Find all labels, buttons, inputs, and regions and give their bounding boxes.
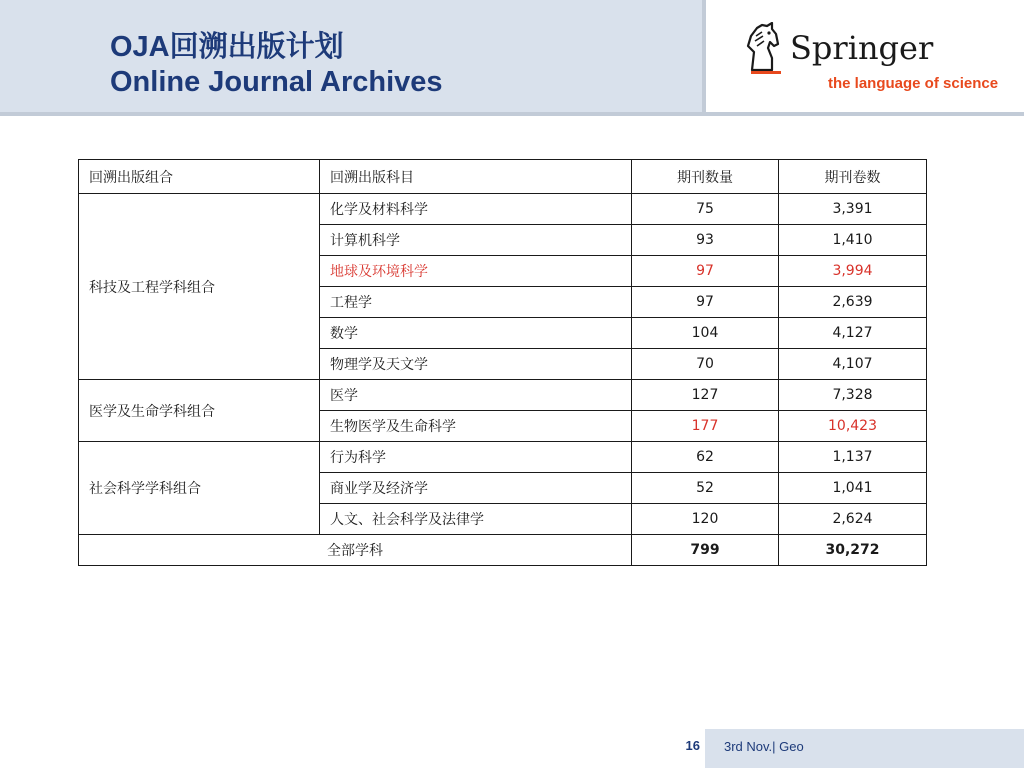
subject-cell: 物理学及天文学 [320,349,632,380]
subject-cell: 工程学 [320,287,632,318]
table-row [79,380,927,411]
group-cell-social-science: 社会科学学科组合 [79,442,320,535]
table-total-row [79,535,927,566]
header-cell-collection: 回溯出版组合 [79,160,320,194]
header-cell-journals: 期刊数量 [632,160,779,194]
slide-subtitle: Online Journal Archives [110,66,443,98]
volumes-cell: 1,137 [779,442,927,473]
journals-cell: 93 [632,225,779,256]
springer-horse-icon [742,22,782,74]
subject-cell: 生物医学及生命科学 [320,411,632,442]
journals-cell-highlighted: 97 [632,256,779,287]
journals-cell: 62 [632,442,779,473]
table-row [79,442,927,473]
volumes-cell: 2,639 [779,287,927,318]
header-cell-subject: 回溯出版科目 [320,160,632,194]
springer-logo: Springer [790,29,934,67]
slide-header [0,0,1024,114]
header-divider [702,0,706,112]
total-volumes-cell: 30,272 [779,535,927,566]
group-cell-medicine: 医学及生命学科组合 [79,380,320,442]
volumes-cell: 1,041 [779,473,927,504]
journals-cell: 52 [632,473,779,504]
footer-text: 3rd Nov.| Geo [724,739,804,754]
journals-cell: 104 [632,318,779,349]
total-journals-cell: 799 [632,535,779,566]
table-row [79,194,927,225]
journals-cell: 70 [632,349,779,380]
volumes-cell-highlighted: 10,423 [779,411,927,442]
header-cell-volumes: 期刊卷数 [779,160,927,194]
subject-cell: 计算机科学 [320,225,632,256]
subject-cell: 数学 [320,318,632,349]
volumes-cell: 1,410 [779,225,927,256]
group-cell-sci-tech: 科技及工程学科组合 [79,194,320,380]
journals-cell: 75 [632,194,779,225]
volumes-cell-highlighted: 3,994 [779,256,927,287]
volumes-cell: 3,391 [779,194,927,225]
total-label-cell: 全部学科 [79,535,632,566]
slide-title: OJA回溯出版计划 [110,31,344,63]
subject-cell: 医学 [320,380,632,411]
journals-cell: 127 [632,380,779,411]
subject-cell: 化学及材料科学 [320,194,632,225]
page-number: 16 [685,738,700,753]
oja-archive-table [78,159,927,566]
subject-cell: 人文、社会科学及法律学 [320,504,632,535]
volumes-cell: 4,127 [779,318,927,349]
header-bottom-rule [0,112,1024,116]
subject-cell: 行为科学 [320,442,632,473]
volumes-cell: 2,624 [779,504,927,535]
journals-cell: 120 [632,504,779,535]
subject-cell: 商业学及经济学 [320,473,632,504]
table-header-row [79,160,927,194]
subject-cell-highlighted: 地球及环境科学 [320,256,632,287]
volumes-cell: 4,107 [779,349,927,380]
logo-tagline: the language of science [828,75,999,92]
journals-cell: 97 [632,287,779,318]
journals-cell-highlighted: 177 [632,411,779,442]
logo-underline [751,71,781,74]
volumes-cell: 7,328 [779,380,927,411]
